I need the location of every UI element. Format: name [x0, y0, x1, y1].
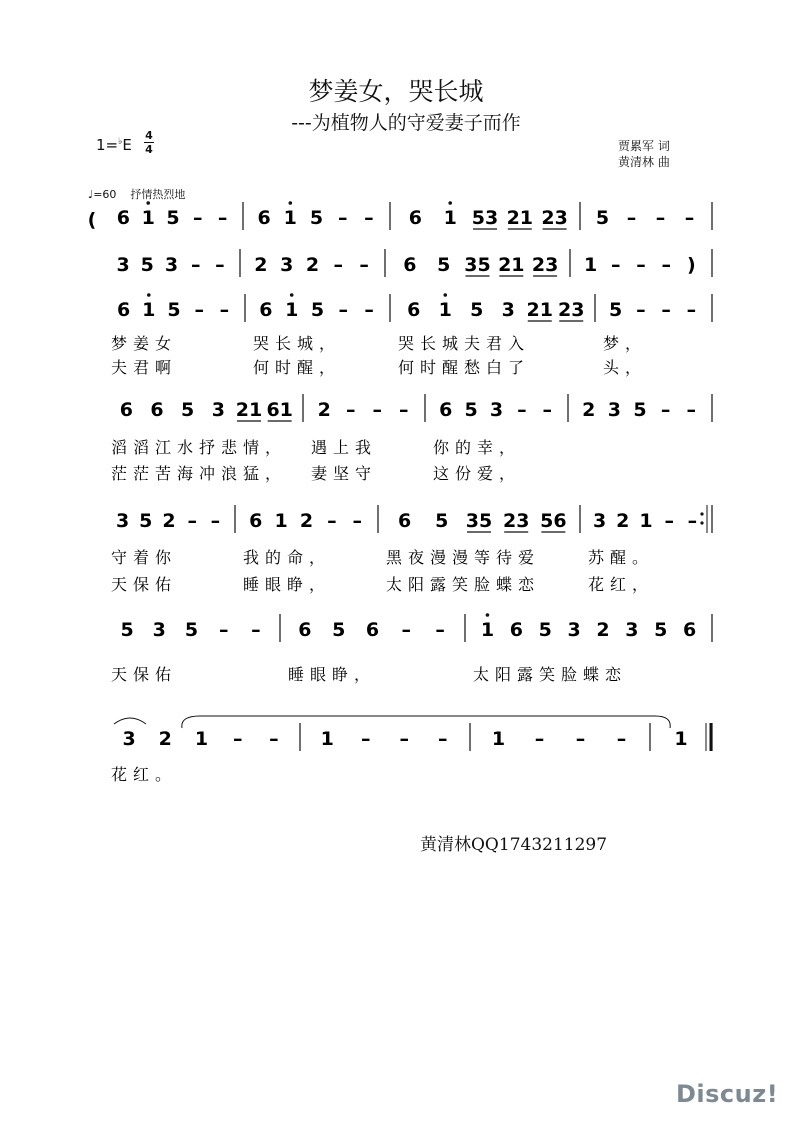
dash-note: –	[542, 399, 553, 421]
flat-sign: ♭	[118, 137, 123, 147]
lyric-text: 梦，	[603, 334, 648, 353]
jianpu-note: 5	[120, 619, 134, 641]
jianpu-note: 6	[298, 619, 312, 641]
dash-note: –	[664, 510, 674, 532]
jianpu-note: 35	[465, 510, 493, 532]
dash-note: –	[352, 510, 363, 532]
open-paren: (	[87, 209, 97, 231]
jianpu-note: 1	[274, 510, 288, 532]
jianpu-note: 5	[595, 207, 610, 229]
jianpu-note: 23	[531, 254, 559, 276]
jianpu-note: 21	[498, 254, 525, 276]
jianpu-note: 23	[502, 510, 530, 532]
lyric-text: 何时醒，	[253, 358, 342, 377]
dash-note: –	[215, 254, 225, 276]
lyric-text: 太阳露笑脸蝶恋	[473, 665, 628, 684]
jianpu-note: 1	[141, 207, 155, 229]
dash-note: –	[361, 728, 371, 750]
dash-note: –	[364, 299, 374, 321]
jianpu-note: 3	[211, 399, 225, 421]
jianpu-note: 3	[501, 299, 515, 321]
jianpu-note: 1	[285, 299, 299, 321]
lyric-text: 梦姜女	[111, 334, 178, 353]
jianpu-note: 53	[471, 207, 499, 229]
jianpu-note: 3	[625, 619, 639, 641]
jianpu-note: 1	[583, 254, 598, 276]
jianpu-note: 1	[194, 728, 209, 750]
expression-text: 抒情热烈地	[130, 188, 186, 201]
jianpu-note: 5	[140, 254, 154, 276]
jianpu-note: 5	[470, 299, 484, 321]
jianpu-note: 3	[115, 510, 130, 532]
jianpu-note: 6	[116, 299, 131, 321]
jianpu-note: 3	[489, 399, 504, 421]
jianpu-note: 2	[317, 399, 331, 421]
jianpu-note: 56	[540, 510, 567, 532]
jianpu-note: 3	[152, 619, 166, 641]
dash-note: –	[684, 207, 695, 229]
dash-note: –	[190, 254, 201, 276]
jianpu-note: 21	[235, 399, 263, 421]
jianpu-note: 1	[438, 299, 452, 321]
dash-note: –	[327, 510, 337, 532]
meter-top: 4	[145, 129, 153, 142]
jianpu-note: 6	[397, 510, 412, 532]
jianpu-note: 2	[162, 510, 176, 532]
jianpu-note: 2	[254, 254, 268, 276]
lyric-text: 你的幸，	[433, 438, 522, 457]
dash-note: –	[193, 207, 203, 229]
dash-note: –	[399, 399, 409, 421]
lyric-text: 太阳露笑脸蝶恋	[386, 575, 541, 594]
lyric-text: 这份爱，	[433, 464, 522, 483]
dash-note: –	[636, 299, 646, 321]
slur-arc	[114, 718, 146, 724]
lyric-text: 花红，	[588, 575, 655, 594]
dash-note: –	[575, 728, 586, 750]
jianpu-note: 2	[299, 510, 314, 532]
lyric-text: 夫君啊	[111, 358, 178, 377]
dash-note: –	[346, 399, 356, 421]
dash-note: –	[217, 207, 228, 229]
jianpu-note: 2	[616, 510, 630, 532]
dash-note: –	[337, 207, 348, 229]
tempo-bpm: =60	[93, 188, 117, 201]
lyric-text: 花红。	[111, 765, 178, 784]
jianpu-note: 6	[403, 254, 417, 276]
jianpu-note: 5	[167, 299, 181, 321]
jianpu-note: 1	[674, 728, 688, 750]
dash-note: –	[660, 399, 671, 421]
jianpu-note: 1	[480, 619, 495, 641]
lyric-text: 守着你	[111, 548, 178, 567]
lyric-text: 滔滔江水抒悲情，	[111, 438, 288, 457]
jianpu-note: 5	[139, 510, 153, 532]
lyric-text: 天保佑	[111, 575, 178, 594]
tie-arc	[182, 716, 670, 728]
meter-bottom: 4	[145, 143, 153, 156]
jianpu-note: 5	[435, 510, 449, 532]
jianpu-note: 3	[116, 254, 130, 276]
song-title: 梦姜女，哭长城	[308, 77, 484, 106]
composer-credit: 黄清林 曲	[618, 155, 670, 169]
dash-note: –	[534, 728, 545, 750]
dash-note: –	[359, 254, 369, 276]
jianpu-note: 6	[408, 207, 423, 229]
jianpu-note: 61	[266, 399, 293, 421]
dash-note: –	[517, 399, 527, 421]
quarter-note-icon: ♩	[88, 188, 94, 201]
dash-note: –	[232, 728, 243, 750]
footer-contact: 黄清林QQ1743211297	[420, 835, 608, 855]
discuz-watermark: Discuz!	[676, 1080, 779, 1108]
jianpu-note: 2	[596, 619, 610, 641]
lyric-text: 哭长城，	[253, 334, 342, 353]
dash-note: –	[686, 399, 696, 421]
jianpu-note: 3	[164, 254, 179, 276]
jianpu-note: 35	[464, 254, 491, 276]
dash-note: –	[435, 619, 445, 641]
dash-note: –	[219, 299, 230, 321]
lyric-text: 何时醒愁白了	[398, 358, 531, 377]
jianpu-note: 3	[122, 728, 136, 750]
lyric-text: 茫茫苦海冲浪猛，	[111, 464, 288, 483]
jianpu-note: 5	[332, 619, 346, 641]
dash-note: –	[661, 254, 671, 276]
lyric-text: 我的命，	[243, 548, 332, 567]
lyric-text: 头，	[603, 358, 648, 377]
song-subtitle: ---为植物人的守爱妻子而作	[291, 112, 521, 134]
jianpu-note: 5	[184, 619, 199, 641]
lyric-text: 睡眼睁，	[288, 665, 377, 684]
dash-note: –	[686, 299, 697, 321]
lyric-text: 黑夜漫漫等待爱	[386, 548, 541, 567]
dash-note: –	[636, 254, 646, 276]
lyric-text: 妻坚守	[311, 464, 378, 483]
jianpu-note: 5	[166, 207, 180, 229]
jianpu-note: 1	[491, 728, 506, 750]
dash-note: –	[372, 399, 382, 421]
jianpu-note: 5	[309, 207, 324, 229]
dash-note: –	[218, 619, 229, 641]
jianpu-note: 6	[365, 619, 380, 641]
jianpu-note: 6	[509, 619, 523, 641]
jianpu-note: 6	[257, 207, 271, 229]
key-tonic: E	[122, 136, 132, 154]
jianpu-note: 23	[558, 299, 585, 321]
jianpu-note: 6	[439, 399, 453, 421]
repeat-dot	[700, 512, 703, 515]
jianpu-note: 5	[633, 399, 647, 421]
jianpu-note: )	[687, 254, 696, 276]
jianpu-note: 1	[320, 728, 334, 750]
dash-note: –	[626, 207, 637, 229]
dash-note: –	[687, 510, 698, 532]
jianpu-note: 2	[158, 728, 172, 750]
lyric-text: 睡眼睁，	[243, 575, 332, 594]
lyricist-credit: 贾累军 词	[618, 139, 670, 153]
jianpu-note: 5	[538, 619, 552, 641]
high-octave-dot	[147, 293, 151, 297]
jianpu-note: 2	[582, 399, 596, 421]
jianpu-note: 23	[541, 207, 568, 229]
jianpu-note: 1	[283, 207, 297, 229]
jianpu-note: 2	[305, 254, 320, 276]
jianpu-note: 6	[116, 207, 131, 229]
lyric-text: 哭长城夫君入	[398, 334, 531, 353]
high-octave-dot	[486, 613, 490, 617]
jianpu-note: 5	[609, 299, 623, 321]
lyric-text: 天保佑	[111, 665, 178, 684]
high-octave-dot	[448, 201, 452, 205]
jianpu-note: 3	[567, 619, 581, 641]
jianpu-note: 5	[654, 619, 668, 641]
dash-note: –	[401, 619, 412, 641]
jianpu-note: 6	[259, 299, 273, 321]
jianpu-note: 5	[464, 399, 478, 421]
dash-note: –	[187, 510, 197, 532]
jianpu-note: 5	[181, 399, 195, 421]
dash-note: –	[269, 728, 279, 750]
jianpu-note: 6	[119, 399, 133, 421]
dash-note: –	[661, 299, 671, 321]
dash-note: –	[333, 254, 344, 276]
dash-note: –	[194, 299, 204, 321]
repeat-dot	[700, 521, 703, 524]
dash-note: –	[438, 728, 448, 750]
jianpu-note: 3	[592, 510, 607, 532]
lyric-text: 苏醒。	[588, 548, 655, 567]
jianpu-note: 1	[443, 207, 457, 229]
jianpu-note: 6	[249, 510, 263, 532]
high-octave-dot	[289, 201, 293, 205]
key-label: 1=	[96, 136, 119, 154]
dash-note: –	[616, 728, 627, 750]
jianpu-note: 6	[150, 399, 164, 421]
jianpu-note: 1	[639, 510, 653, 532]
dash-note: –	[611, 254, 621, 276]
high-octave-dot	[290, 293, 294, 297]
lyric-text: 遇上我	[311, 438, 378, 457]
dash-note: –	[210, 510, 221, 532]
jianpu-note: 1	[142, 299, 156, 321]
dash-note: –	[338, 299, 349, 321]
dash-note: –	[251, 619, 261, 641]
jianpu-note: 21	[506, 207, 534, 229]
jianpu-note: 5	[437, 254, 451, 276]
high-octave-dot	[146, 201, 150, 205]
jianpu-note: 6	[682, 619, 697, 641]
jianpu-note: 3	[280, 254, 294, 276]
jianpu-note: 21	[526, 299, 553, 321]
jianpu-note: 6	[407, 299, 421, 321]
high-octave-dot	[443, 293, 447, 297]
dash-note: –	[655, 207, 666, 229]
dash-note: –	[399, 728, 409, 750]
dash-note: –	[364, 207, 374, 229]
jianpu-note: 3	[607, 399, 622, 421]
jianpu-note: 5	[310, 299, 325, 321]
